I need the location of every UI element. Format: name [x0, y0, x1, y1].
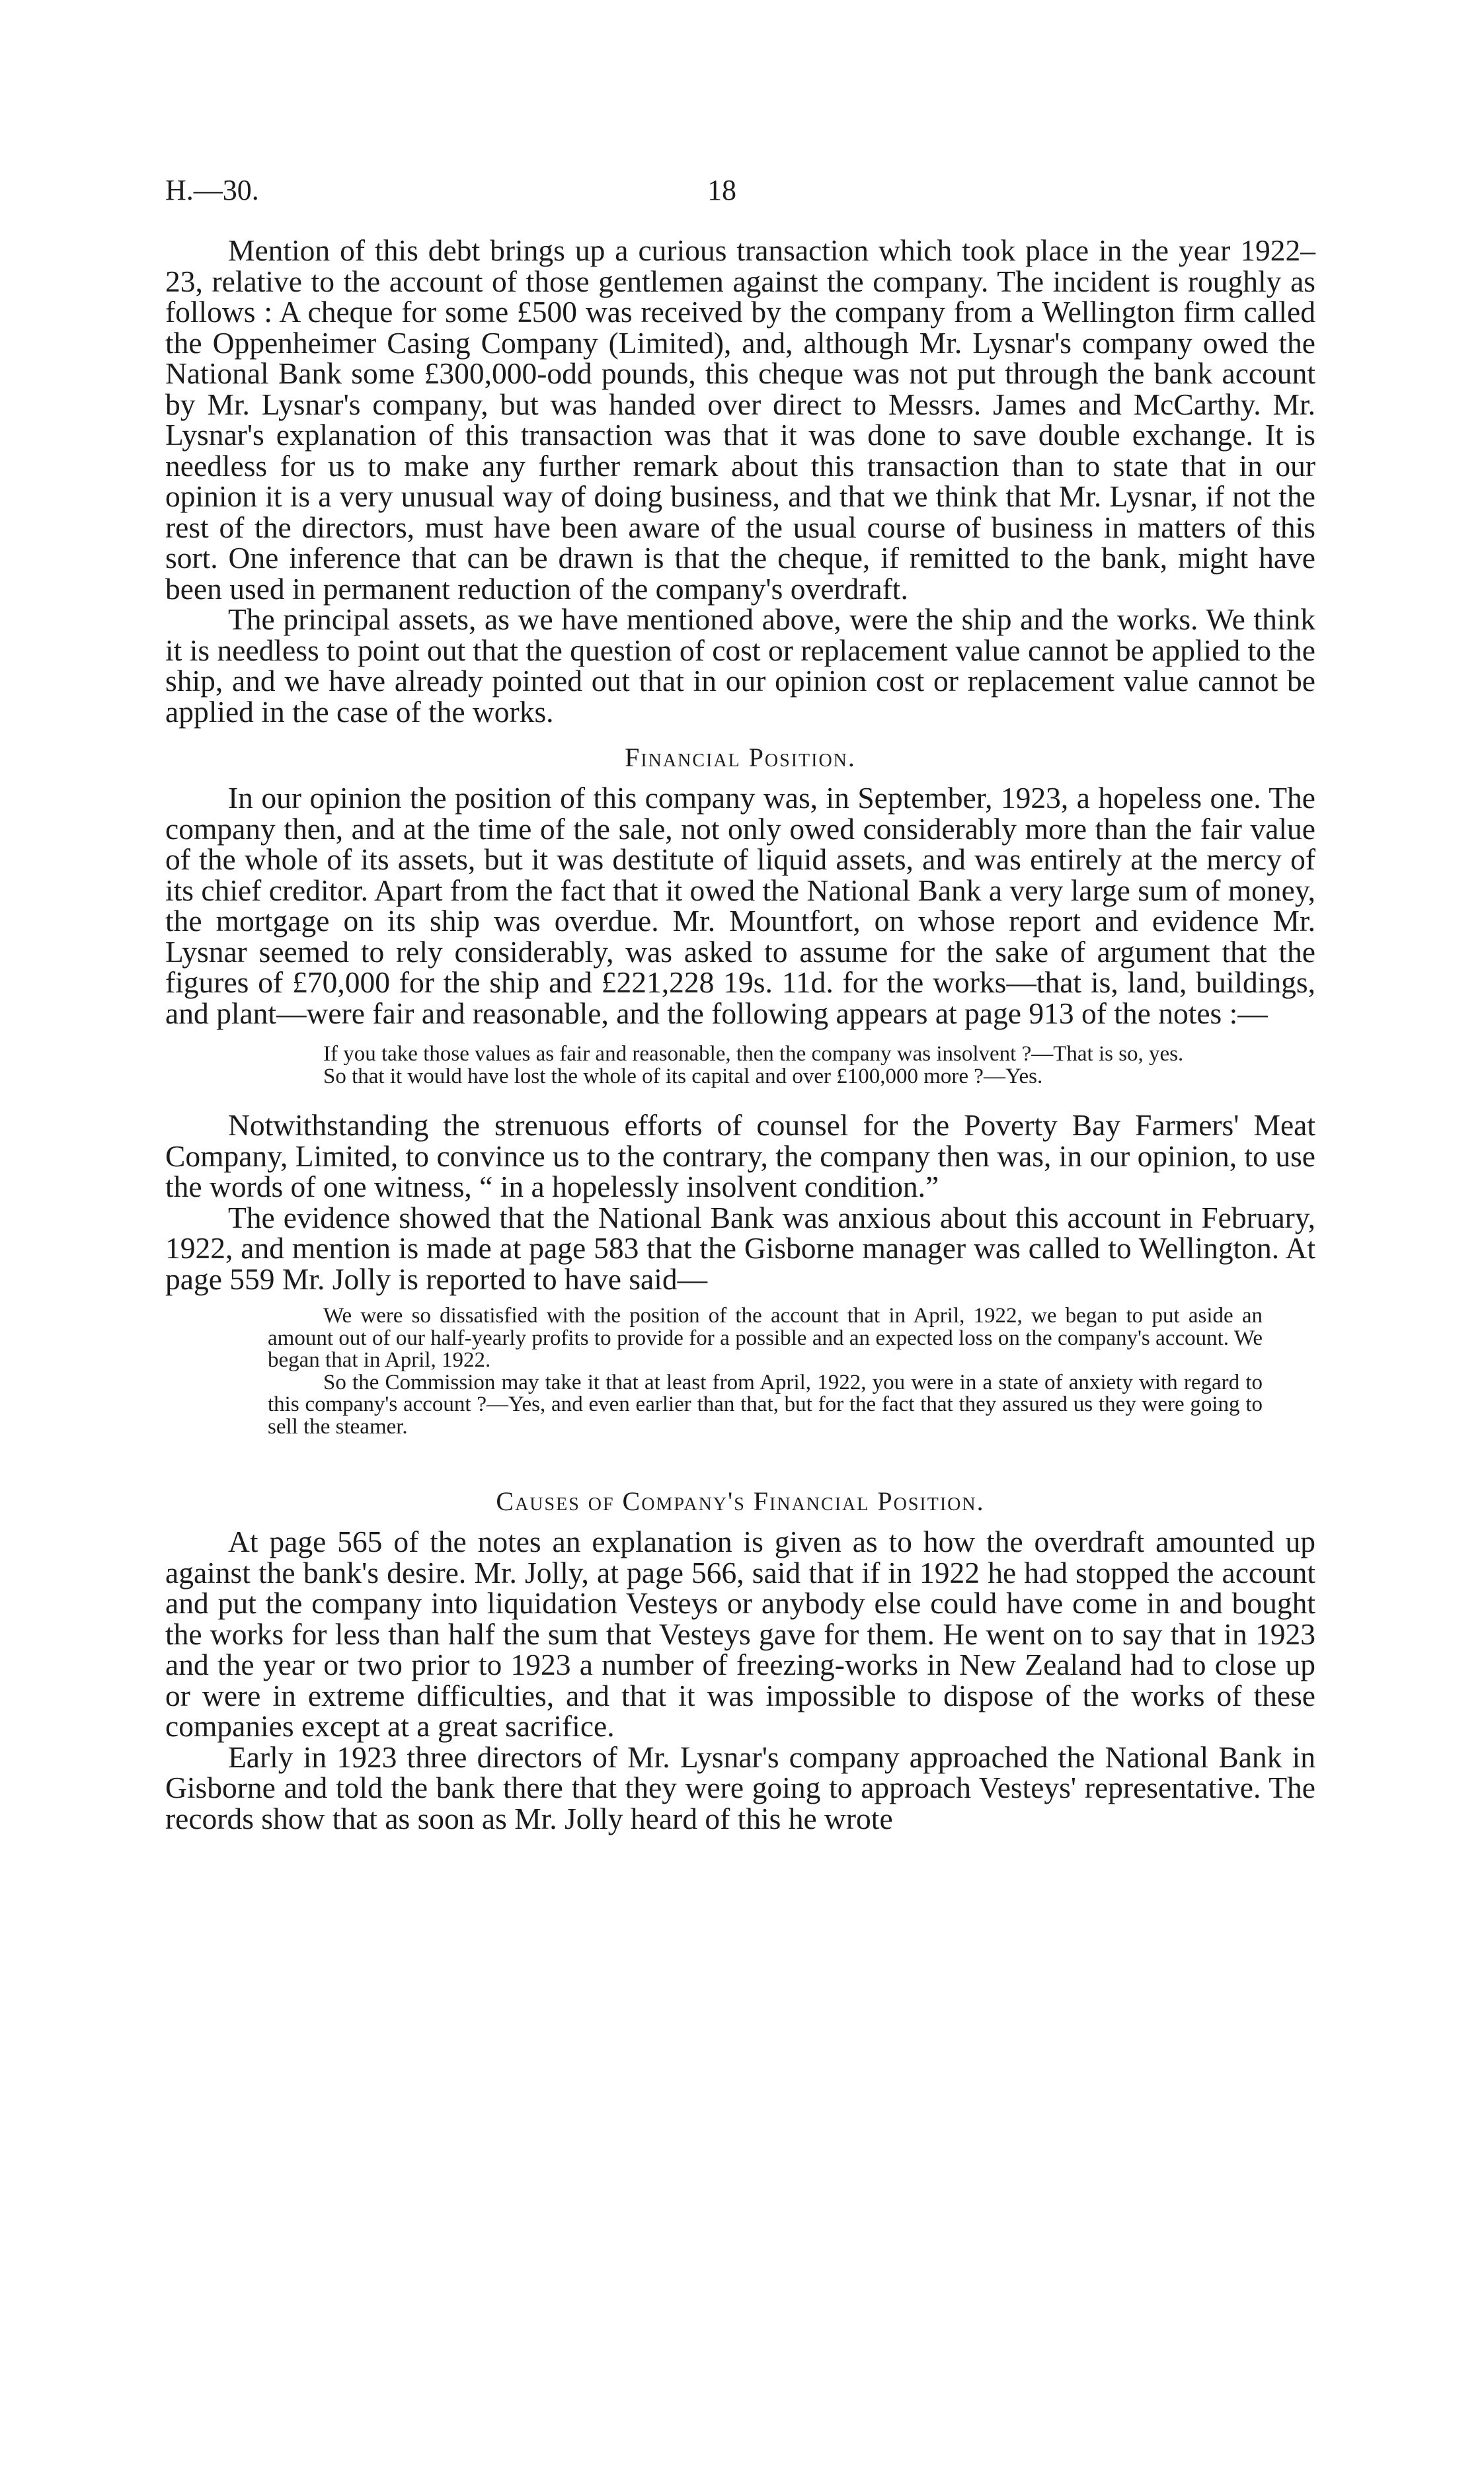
paragraph: At page 565 of the notes an explanation is given as to how the overdraft amounted up against the bank's desire. Mr. Jolly, at page 566, said that if in 1922 he had stopped the account and put the company into liquidation Vesteys or anybody else could have come in and bought the works for less than half the sum that Vesteys gave for them. He went on to say that in 1923 and the year or two prior to 1923 a number of freezing-works in New Zealand had to close up or were in extreme difficulties, and that it was impossible to dispose of the works of these companies except at a great sacrifice.	[165, 1525, 1315, 1743]
paragraph: The evidence showed that the National Bank was anxious about this account in February, 1922, and mention is made at page 583 that the Gisborne manager was called to Wellington. At page 559 Mr. Jolly is reported to have said—	[165, 1200, 1315, 1296]
quote-line: So the Commission may take it that at least from April, 1922, you were in a state of anxiety with regard to this company's account ?—Yes, and even earlier than that, but for the fact that they assured us they were going to sell the steamer.	[268, 1370, 1263, 1439]
evidence-quote-block	[165, 1043, 1315, 1088]
quote-line: If you take those values as fair and reasonable, then the company was insolvent ?—That is so, yes.	[323, 1042, 1184, 1066]
evidence-quote-block	[165, 1305, 1315, 1438]
paragraph: Notwithstanding the strenuous efforts of counsel for the Poverty Bay Farmers' Meat Company, Limited, to convince us to the contrary, the company then was, in our opinion, to use the words of one witness, “ in a hopelessly insolvent condition.”	[165, 1108, 1315, 1203]
paragraph: In our opinion the position of this company was, in September, 1923, a hopeless one. The company then, and at the time of the sale, not only owed considerably more than the fair value of the whole of its assets, but it was destitute of liquid assets, and was entirely at the mercy of its chief creditor. Apart from the fact that it owed the National Bank a very large sum of money, the mortgage on its ship was overdue. Mr. Mountfort, on whose report and evidence Mr. Lysnar seemed to rely considerably, was asked to assume for the sake of argument that the figures of £70,000 for the ship and £221,228 19s. 11d. for the works—that is, land, buildings, and plant—were fair and reasonable, and the following appears at page 913 of the notes :—	[165, 781, 1315, 1030]
paragraph: The principal assets, as we have mentioned above, were the ship and the works. We think it is needless to point out that the question of cost or replacement value cannot be applied to the ship, and we have already pointed out that in our opinion cost or replacement value cannot be applied in the case of the works.	[165, 602, 1315, 729]
paragraph: Early in 1923 three directors of Mr. Lysnar's company approached the National Bank in Gisborne and told the bank there that they were going to approach Vesteys' representative. The records show that as soon as Mr. Jolly heard of this he wrote	[165, 1740, 1315, 1835]
quote-line: So that it would have lost the whole of its capital and over £100,000 more ?—Yes.	[323, 1064, 1043, 1088]
document-reference: H.—30.	[165, 174, 259, 206]
body-text	[165, 235, 1315, 1834]
section-heading-causes: Causes of Company's Financial Position.	[496, 1486, 985, 1516]
paragraph: Mention of this debt brings up a curious transaction which took place in the year 1922–23, relative to the account of those gentlemen against the company. The incident is roughly as follows : A cheque for some £500 was received by the company from a Wellington firm called the Oppenheimer Casing Company (Limited), and, although Mr. Lysnar's company owed the National Bank some £300,000-odd pounds, this cheque was not put through the bank account by Mr. Lysnar's company, but was handed over direct to Messrs. James and McCarthy. Mr. Lysnar's explanation of this transaction was that it was done to save double exchange. It is needless for us to make any further remark about this transaction than to state that in our opinion it is a very unusual way of doing business, and that we think that Mr. Lysnar, if not the rest of the directors, must have been aware of the usual course of business in matters of this sort. One inference that can be drawn is that the cheque, if remitted to the bank, might have been used in permanent reduction of the company's overdraft.	[165, 233, 1315, 606]
page-number: 18	[707, 174, 736, 206]
page-header	[165, 173, 1319, 213]
quote-line: We were so dissatisfied with the position of the account that in April, 1922, we began to put aside an amount out of our half-yearly profits to provide for a possible and an expected loss on the company's account. We began that in April, 1922.	[268, 1304, 1263, 1372]
section-heading-financial-position: Financial Position.	[625, 743, 856, 772]
